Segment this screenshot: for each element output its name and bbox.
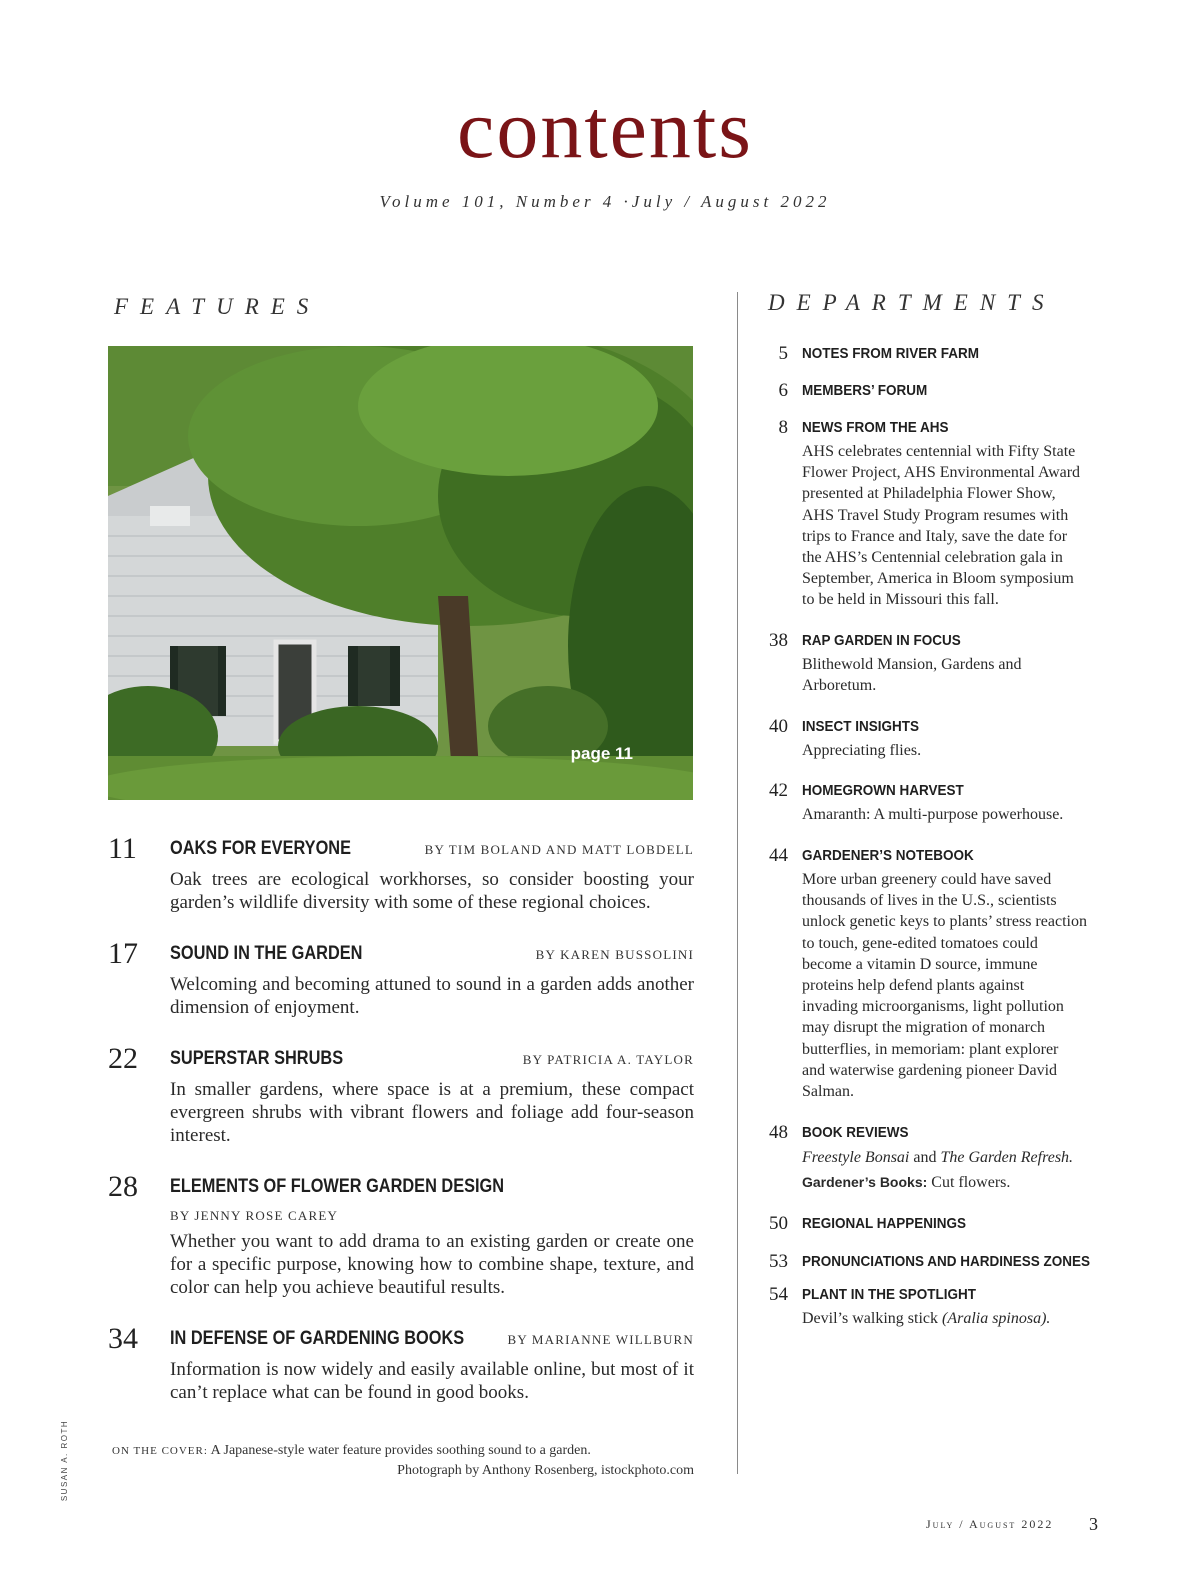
photo-page-caption: page 11	[570, 744, 633, 763]
department-title[interactable]: HOMEGROWN HARVEST	[802, 782, 964, 799]
feature-title[interactable]: IN DEFENSE OF GARDENING BOOKS	[170, 1328, 465, 1349]
department-page-number: 38	[769, 630, 788, 651]
description-line: trips to France and Italy, save the date for	[802, 527, 1068, 545]
side-photo-credit-text: SUSAN A. ROTH	[60, 1419, 70, 1502]
column-divider	[737, 292, 738, 1474]
feature-byline: BY MARIANNE WILLBURN	[507, 1332, 694, 1347]
description-line: Salman.	[802, 1083, 854, 1101]
description-line: may disrupt the migration of monarch	[802, 1019, 1046, 1037]
department-title[interactable]: RAP GARDEN IN FOCUS	[802, 632, 961, 649]
department-item[interactable]	[762, 632, 1107, 698]
department-item[interactable]	[762, 1286, 1107, 1332]
department-title[interactable]: REGIONAL HAPPENINGS	[802, 1215, 967, 1232]
department-description	[802, 441, 1107, 611]
department-title[interactable]: PLANT IN THE SPOTLIGHT	[802, 1286, 977, 1303]
feature-photo[interactable]	[108, 346, 693, 800]
book-reviews-line	[802, 1146, 1107, 1170]
department-item[interactable]	[762, 782, 1107, 826]
feature-description: Oak trees are ecological workhorses, so consider boosting your garden’s wildlife diversity with some of these regional choices.	[170, 869, 694, 913]
feature-description: In smaller gardens, where space is at a premium, these compact evergreen shrubs with vibrant flowers and foliage add four-season interest.	[170, 1079, 694, 1146]
feature-item[interactable]	[108, 1042, 694, 1148]
feature-page-number: 34	[108, 1322, 138, 1355]
feature-item[interactable]	[108, 937, 694, 1023]
gardeners-books-line	[802, 1170, 1107, 1195]
department-item[interactable]	[762, 382, 1107, 404]
footer-issue-date: July / August 2022	[926, 1517, 1054, 1531]
department-title[interactable]: PRONUNCIATIONS AND HARDINESS ZONES	[802, 1253, 1091, 1270]
feature-page-number: 11	[108, 832, 137, 865]
description-line: Appreciating flies.	[802, 742, 922, 759]
feature-title[interactable]: OAKS FOR EVERYONE	[170, 838, 351, 859]
description-line: to touch, gene-edited tomatoes could	[802, 934, 1038, 952]
description-line: AHS celebrates centennial with Fifty State	[802, 443, 1076, 460]
department-title[interactable]: GARDENER’S NOTEBOOK	[802, 847, 974, 864]
department-item[interactable]	[762, 718, 1107, 762]
department-item[interactable]	[762, 345, 1107, 367]
department-description	[802, 654, 1107, 696]
department-description	[802, 804, 1107, 825]
department-item[interactable]	[762, 1253, 1107, 1275]
cover-note	[112, 1441, 694, 1481]
feature-byline: BY TIM BOLAND AND MATT LOBDELL	[424, 842, 694, 857]
department-page-number: 54	[769, 1284, 788, 1305]
department-page-number: 6	[778, 380, 788, 401]
issue-volume: Volume 101, Number 4 ·July / August 2022	[379, 192, 831, 211]
feature-title[interactable]: SUPERSTAR SHRUBS	[170, 1048, 344, 1069]
spotlight-text: Devil’s walking stick	[802, 1310, 938, 1327]
department-title[interactable]: BOOK REVIEWS	[802, 1124, 909, 1141]
department-page-number: 48	[769, 1122, 788, 1143]
description-line: Arboretum.	[802, 677, 877, 695]
conjunction: and	[913, 1149, 937, 1166]
description-line: butterflies, in memoriam: plant explorer	[802, 1040, 1059, 1058]
description-line: More urban greenery could have saved	[802, 871, 1052, 888]
description-line: unlock genetic keys to plants’ stress reaction	[802, 913, 1087, 931]
feature-item[interactable]	[108, 832, 694, 918]
feature-byline: BY JENNY ROSE CAREY	[170, 1208, 339, 1223]
feature-description: Information is now widely and easily available online, but most of it can’t replace what can be found in good books.	[170, 1359, 694, 1403]
cover-text: A Japanese-style water feature provides soothing sound to a garden.	[210, 1443, 591, 1458]
description-line: become a vitamin D source, immune	[802, 955, 1038, 973]
department-description	[802, 740, 1107, 761]
description-line: presented at Philadelphia Flower Show,	[802, 485, 1056, 503]
department-page-number: 44	[769, 845, 788, 866]
department-page-number: 50	[769, 1213, 788, 1234]
side-photo-credit	[38, 1419, 98, 1502]
description-line: Blithewold Mansion, Gardens and	[802, 656, 1022, 673]
description-line: and waterwise gardening pioneer David	[802, 1061, 1058, 1079]
feature-page-number: 22	[108, 1042, 138, 1075]
department-page-number: 5	[778, 343, 788, 364]
department-page-number: 42	[769, 780, 788, 801]
department-item[interactable]	[762, 419, 1107, 614]
cover-note-line	[112, 1441, 694, 1461]
department-item[interactable]	[762, 847, 1107, 1105]
department-item[interactable]	[762, 1124, 1107, 1196]
department-item[interactable]	[762, 1215, 1107, 1237]
description-line: the AHS’s Centennial celebration gala in	[802, 549, 1063, 567]
description-line: Amaranth: A multi-purpose powerhouse.	[802, 806, 1064, 823]
description-line: invading microorganisms, light pollution	[802, 998, 1064, 1016]
department-title[interactable]: INSECT INSIGHTS	[802, 718, 920, 735]
spotlight-botanical-name: (Aralia spinosa).	[941, 1310, 1051, 1327]
oak-tree-house-image	[108, 346, 693, 800]
description-line: proteins help defend plants against	[802, 977, 1025, 995]
book-title: Freestyle Bonsai	[802, 1149, 910, 1166]
feature-description: Welcoming and becoming attuned to sound in a garden adds another dimension of enjoyment.	[170, 974, 694, 1018]
book-title: The Garden Refresh.	[940, 1149, 1074, 1166]
description-line: Flower Project, AHS Environmental Award	[802, 464, 1081, 482]
department-page-number: 8	[778, 417, 788, 438]
department-description	[802, 869, 1107, 1102]
department-page-number: 40	[769, 716, 788, 737]
feature-description: Whether you want to add drama to an existing garden or create one for a specific purpose, knowing how to combine shape, texture, and color can help you achieve beautiful results.	[170, 1231, 694, 1298]
department-title[interactable]: MEMBERS’ FORUM	[802, 382, 928, 399]
cover-photo-credit: Photograph by Anthony Rosenberg, istockphoto.com	[397, 1463, 694, 1478]
description-line: thousands of lives in the U.S., scientists	[802, 892, 1057, 910]
department-title[interactable]: NOTES FROM RIVER FARM	[802, 345, 980, 362]
feature-byline: BY PATRICIA A. TAYLOR	[522, 1052, 694, 1067]
department-page-number: 53	[769, 1251, 788, 1272]
feature-title[interactable]: SOUND IN THE GARDEN	[170, 943, 363, 964]
gardeners-books-label: Gardener’s Books:	[802, 1174, 928, 1190]
footer-page-number: 3	[1089, 1514, 1098, 1534]
cover-label: ON THE COVER:	[112, 1445, 208, 1457]
gardeners-books-text: Cut flowers.	[931, 1174, 1011, 1191]
description-line: to be held in Missouri this fall.	[802, 591, 999, 609]
description-line: September, America in Bloom symposium	[802, 570, 1074, 588]
feature-page-number: 17	[108, 937, 138, 970]
page-title: contents	[457, 83, 753, 176]
feature-page-number: 28	[108, 1170, 138, 1203]
department-title[interactable]: NEWS FROM THE AHS	[802, 419, 949, 436]
feature-byline: BY KAREN BUSSOLINI	[535, 947, 694, 962]
feature-item[interactable]	[108, 1322, 694, 1408]
feature-item[interactable]	[108, 1170, 694, 1298]
features-heading: FEATURES	[114, 294, 321, 319]
feature-title[interactable]: ELEMENTS OF FLOWER GARDEN DESIGN	[170, 1176, 505, 1197]
description-line: AHS Travel Study Program resumes with	[802, 506, 1069, 524]
department-description	[802, 1308, 1107, 1329]
department-description	[802, 1146, 1107, 1195]
departments-heading: DEPARTMENTS	[768, 290, 1056, 315]
